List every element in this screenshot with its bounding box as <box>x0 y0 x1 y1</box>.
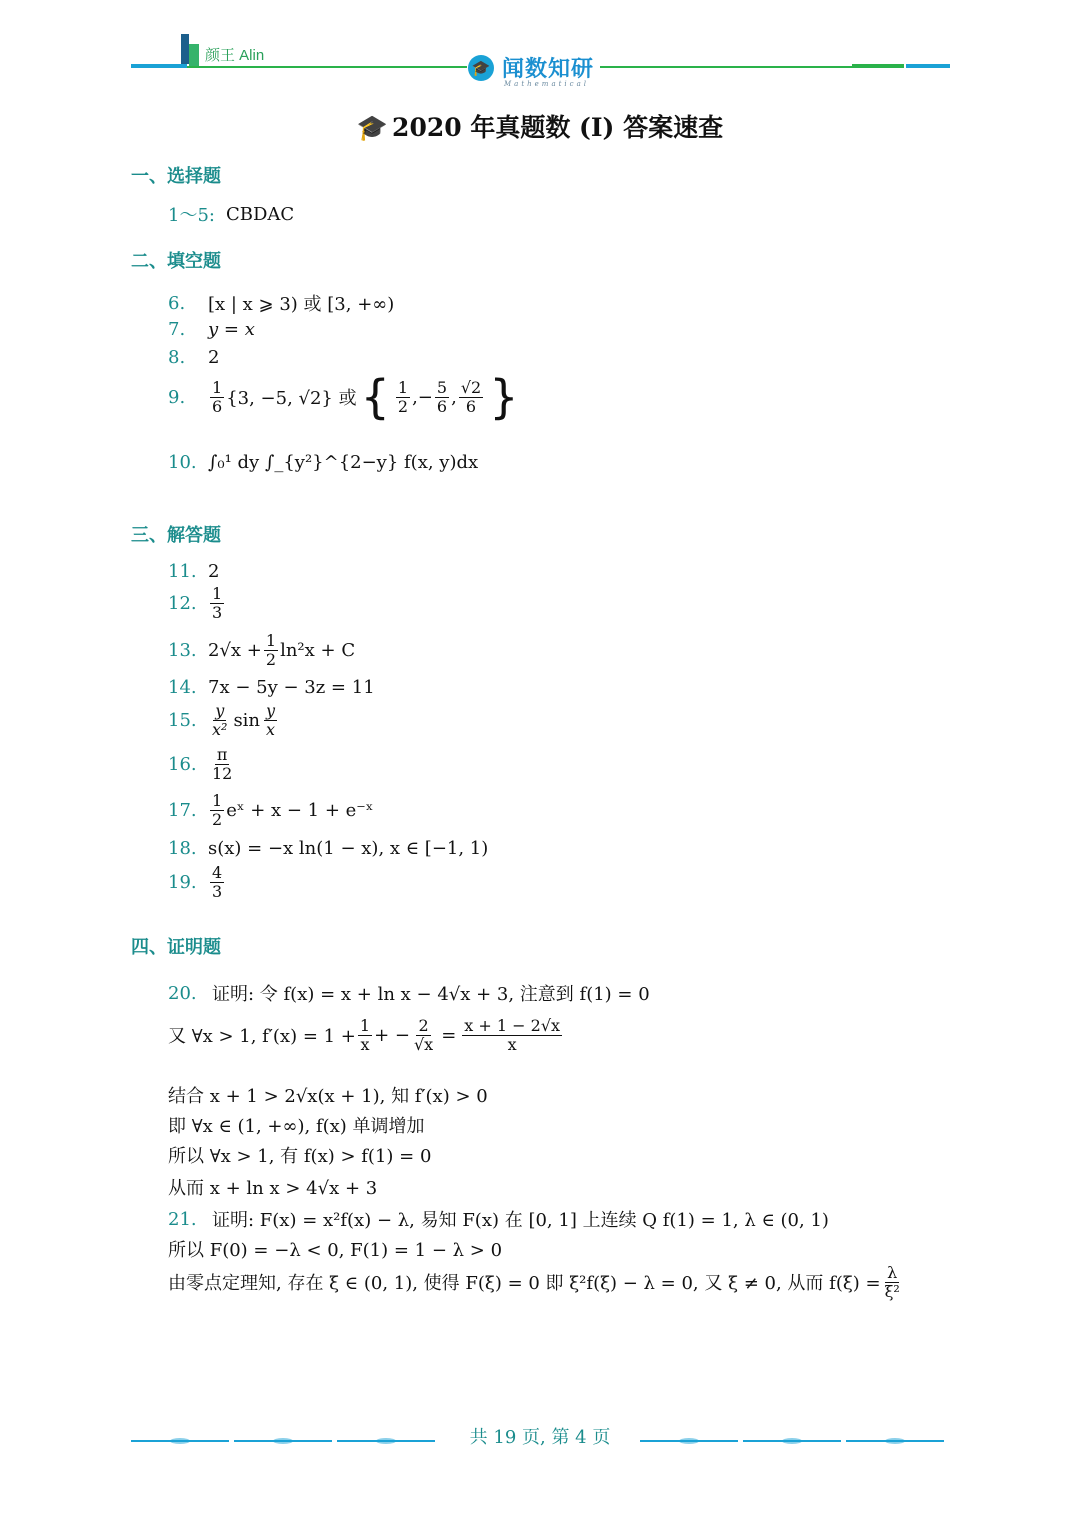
fraction: $\frac{y}{x}$ <box>266 701 276 739</box>
section-heading-choice: 一、选择题 <box>131 166 221 187</box>
site-subtitle: Mathematical <box>504 80 589 88</box>
separator: ,− <box>412 386 433 408</box>
section-heading-proof: 四、证明题 <box>131 937 221 958</box>
fraction: $\frac{1}{3}$ <box>212 584 223 622</box>
fraction: $\frac{5}{6}$ <box>436 377 448 416</box>
fraction: $\frac{x + 1 - 2√x}{x}$ <box>464 1016 561 1054</box>
fraction: $\frac{1}{2}$ <box>212 791 223 829</box>
fraction: $\frac{1}{2}$ <box>265 631 277 669</box>
page-title-text: 2020 年真题数 (I) 答案速查 <box>392 113 724 142</box>
brace-right: } <box>489 370 519 424</box>
question-number: 14. <box>168 677 197 698</box>
proof-text: 由零点定理知, 存在 ξ ∈ (0, 1), 使得 F(ξ) = 0 即 ξ²f(ξ) − λ = 0, 又 ξ ≠ 0, 从而 f(ξ) = <box>168 1273 881 1295</box>
author-name: 颜王 Alin <box>205 47 265 64</box>
proof-line: 即 ∀x ∈ (1, +∞), f(x) 单调增加 <box>168 1116 425 1137</box>
question-number: 18. <box>168 838 197 859</box>
answer-text: ∫₀¹ dy ∫_{y²}^{2−y} f(x, y)dx <box>208 452 479 473</box>
answer-text: 7x − 5y − 3z = 11 <box>208 677 375 698</box>
proof-line: 结合 x + 1 > 2√x(x + 1), 知 f′(x) > 0 <box>168 1086 488 1107</box>
proof-text: 证明: 令 f(x) = x + ln x − 4√x + 3, 注意到 f(1) = 0 <box>212 984 650 1005</box>
header-rule-left-green <box>187 66 467 68</box>
question-number: 7. <box>168 319 186 340</box>
page-header <box>0 0 1080 100</box>
answer-row <box>168 452 478 473</box>
footer-ornament <box>743 1440 841 1442</box>
proof-text: 证明: F(x) = x²f(x) − λ, 易知 F(x) 在 [0, 1] 上连续 Q f(1) = 1, λ ∈ (0, 1) <box>212 1210 829 1231</box>
answer-row <box>168 838 488 859</box>
question-number: 10. <box>168 452 197 473</box>
proof-line: 所以 ∀x > 1, 有 f(x) > f(1) = 0 <box>168 1146 432 1167</box>
fraction: $\frac{4}{3}$ <box>212 863 223 901</box>
proof-line <box>168 1206 829 1232</box>
choice-answers <box>168 201 294 227</box>
answer-row <box>168 746 236 782</box>
answer-row <box>168 319 255 340</box>
separator: , <box>451 386 457 408</box>
site-brand <box>468 50 608 86</box>
question-number: 11. <box>168 561 197 582</box>
section-heading-fill: 二、填空题 <box>131 251 221 272</box>
choice-value: CBDAC <box>226 203 295 225</box>
answer-row <box>168 864 226 900</box>
question-number: 20. <box>168 982 197 1004</box>
question-number: 6. <box>168 292 186 314</box>
answer-expression: $\frac{1}{2}$ eˣ + x − 1 + e⁻ˣ <box>212 791 374 829</box>
site-name: 闻数知研 <box>502 57 595 82</box>
answer-row <box>168 792 373 828</box>
fraction: $\frac{\pi}{12}$ <box>212 745 233 783</box>
answer-row <box>168 561 219 582</box>
fraction: $\frac{y}{\text{x²}}$ <box>212 701 228 739</box>
brace-left: { <box>360 370 390 424</box>
answer-row <box>168 632 355 668</box>
answer-text: s(x) = −x ln(1 − x), x ∈ [−1, 1) <box>208 838 489 859</box>
header-rule-right-blue <box>906 64 950 68</box>
author-brand <box>181 34 301 68</box>
question-number: 9. <box>168 386 186 408</box>
proof-line <box>168 1264 904 1300</box>
section-heading-solve: 三、解答题 <box>131 525 221 546</box>
answer-row <box>168 677 375 698</box>
answer-expression: 2√x + $\frac{1}{2}$ ln²x + C <box>208 631 356 669</box>
answer-row <box>168 347 219 368</box>
author-logo-accent <box>189 44 199 66</box>
answer-row <box>168 370 522 424</box>
answer-expression: $\frac{y}{\text{x²}}$ sin $\frac{y}{x}$ <box>212 701 276 739</box>
graduation-cap-icon: 🎓 <box>356 113 389 142</box>
choice-range: 1～5: <box>168 205 215 226</box>
proof-line: 所以 F(0) = −λ < 0, F(1) = 1 − λ > 0 <box>168 1240 503 1261</box>
question-number: 21. <box>168 1208 197 1230</box>
graduation-cap-icon: 🎓 <box>468 55 494 81</box>
answer-row <box>168 702 279 738</box>
answer-text: 2 <box>208 561 220 582</box>
footer-ornament <box>846 1440 944 1442</box>
question-number: 12. <box>168 592 197 614</box>
page-number: 共 19 页, 第 4 页 <box>469 1427 611 1448</box>
fraction: $\frac{1}{2}$ <box>397 377 409 416</box>
fraction: $\frac{\lambda}{\text{ξ²}}$ <box>884 1263 900 1301</box>
answer-row <box>168 290 394 316</box>
question-number: 19. <box>168 871 197 893</box>
header-rule-left-blue <box>131 64 187 68</box>
author-logo-icon <box>181 34 189 64</box>
question-number: 15. <box>168 709 197 731</box>
proof-line <box>168 980 650 1006</box>
answer-text: {3, −5, √2} 或 <box>226 388 357 409</box>
page-title <box>0 108 1080 144</box>
answer-text: y = x <box>208 319 255 340</box>
question-number: 8. <box>168 347 186 368</box>
header-rule-right-green <box>600 66 852 68</box>
answer-expression <box>208 370 522 424</box>
fraction: $\frac{1}{x}$ <box>359 1016 371 1054</box>
question-number: 16. <box>168 753 197 775</box>
proof-line: 从而 x + ln x > 4√x + 3 <box>168 1178 378 1199</box>
header-rule-right-green-bar <box>852 64 904 68</box>
fraction: $\frac{1}{6}$ <box>212 377 223 416</box>
answer-row <box>168 585 226 621</box>
fraction: $\frac{2}{√x}$ <box>413 1016 434 1054</box>
question-number: 13. <box>168 639 197 661</box>
question-number: 17. <box>168 799 197 821</box>
footer-ornament <box>640 1440 738 1442</box>
answer-text: [x | x ⩾ 3) 或 [3, +∞) <box>208 294 395 315</box>
fraction: $\frac{√2}{6}$ <box>460 377 482 416</box>
answer-text: 2 <box>208 347 220 368</box>
proof-line: 又 ∀x > 1, f′(x) = 1 + $\frac{1}{x}$ + − $\frac{2}{√x}$ = $\frac{x + 1 - 2√x}{x}$ <box>168 1016 561 1054</box>
